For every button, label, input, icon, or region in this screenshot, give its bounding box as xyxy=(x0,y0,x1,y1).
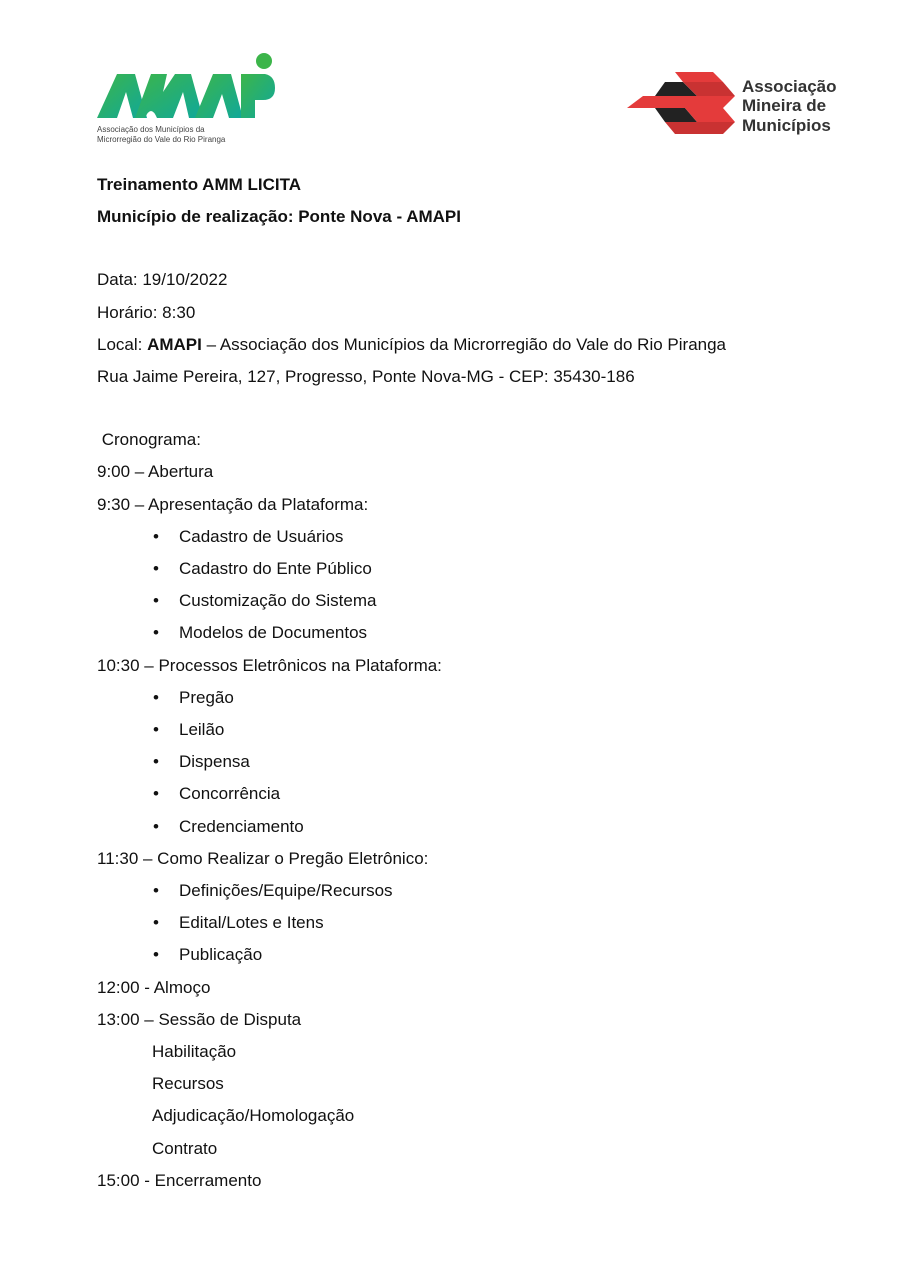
time: Horário: 8:30 xyxy=(97,302,196,322)
bullet-item: • Edital/Lotes e Itens xyxy=(97,907,877,939)
schedule-heading: Cronograma: xyxy=(97,430,201,450)
bullet-item: • Credenciamento xyxy=(97,811,877,843)
bullet-item: • Cadastro do Ente Público xyxy=(97,553,877,585)
schedule-item: 9:00 – Abertura xyxy=(97,462,214,482)
bullet-item: • Concorrência xyxy=(97,778,877,810)
amm-logo xyxy=(625,68,845,145)
bullet-item: • Cadastro de Usuários xyxy=(97,521,877,553)
schedule-item: 12:00 - Almoço xyxy=(97,977,211,997)
local-desc: – Associação dos Municípios da Microrregião do Vale do Rio Piranga xyxy=(201,334,727,354)
local xyxy=(97,329,877,361)
svg-text:Municípios: Municípios xyxy=(742,116,831,135)
local-label: Local: xyxy=(97,334,148,354)
subtitle: Município de realização: Ponte Nova - AMAPI xyxy=(97,207,461,227)
document-body xyxy=(97,169,877,1197)
bullet-item: • Definições/Equipe/Recursos xyxy=(97,875,877,907)
amapi-logo xyxy=(95,52,280,152)
sub-item: Recursos xyxy=(152,1074,224,1094)
svg-text:Associação dos Municípios da: Associação dos Municípios da xyxy=(97,125,205,134)
local-name: AMAPI xyxy=(147,334,202,354)
schedule-item: 15:00 - Encerramento xyxy=(97,1170,262,1190)
schedule-item: 11:30 – Como Realizar o Pregão Eletrônico: xyxy=(97,848,429,868)
svg-text:Mineira de: Mineira de xyxy=(742,96,827,115)
schedule-item: 10:30 – Processos Eletrônicos na Plataforma: xyxy=(97,655,442,675)
schedule-item: 9:30 – Apresentação da Plataforma: xyxy=(97,494,369,514)
bullet-item: • Leilão xyxy=(97,714,877,746)
bullet-item: • Dispensa xyxy=(97,746,877,778)
bullet-item: • Modelos de Documentos xyxy=(97,617,877,649)
schedule-item: 13:00 – Sessão de Disputa xyxy=(97,1009,302,1029)
date: Data: 19/10/2022 xyxy=(97,270,228,290)
sub-item: Habilitação xyxy=(152,1042,237,1062)
sub-item: Contrato xyxy=(152,1138,218,1158)
address: Rua Jaime Pereira, 127, Progresso, Ponte Nova-MG - CEP: 35430-186 xyxy=(97,367,635,387)
sub-item: Adjudicação/Homologação xyxy=(152,1106,355,1126)
bullet-item: • Pregão xyxy=(97,682,877,714)
svg-text:Microrregião do Vale do Rio Pi: Microrregião do Vale do Rio Piranga xyxy=(97,135,226,144)
title: Treinamento AMM LICITA xyxy=(97,175,301,194)
schedule-list xyxy=(97,456,877,1197)
bullet-item: • Customização do Sistema xyxy=(97,585,877,617)
svg-text:Associação: Associação xyxy=(742,77,837,96)
bullet-item: • Publicação xyxy=(97,939,877,971)
